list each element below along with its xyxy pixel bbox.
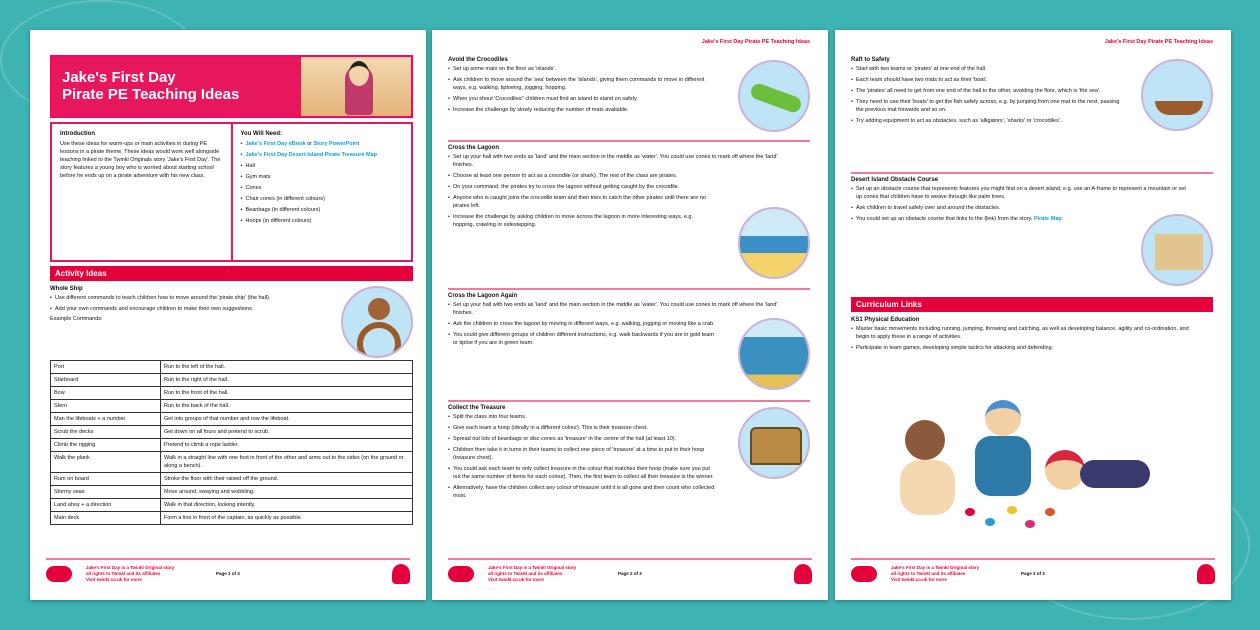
bullet: • Ask children to travel safely over and around the obstacles. <box>851 204 1191 212</box>
section-heading: KS1 Physical Education <box>851 317 920 323</box>
footer-line: Jake's First Day is a Twinkl Original story <box>488 565 577 570</box>
child-icon <box>368 298 390 320</box>
section-heading: Cross the Lagoon <box>448 145 500 151</box>
table-row <box>51 473 413 486</box>
resources <box>231 124 412 260</box>
ebook-link[interactable]: Jake's First Day eBook <box>245 141 306 147</box>
table-row <box>51 452 413 473</box>
action-cell: Stroke the floor with their raised off the ground. <box>161 473 413 486</box>
section-heading: Avoid the Crocodiles <box>448 57 508 63</box>
bullet: • Set up your hall with two ends as 'land' and the main section in the middle as 'water'. You could use cones to mark off where the 'land' finishes. <box>448 153 788 169</box>
document-page-1 <box>30 30 426 600</box>
command-cell: Scrub the decks <box>51 426 161 439</box>
activity-ideas-bar: Activity Ideas <box>50 266 413 281</box>
bullet: • Anyone who is caught joins the crocodile team and then tries to catch the other pirates until there are no pirates left. <box>448 194 713 210</box>
command-cell: Man the lifeboats + a number <box>51 413 161 426</box>
command-cell: Bow <box>51 387 161 400</box>
curriculum-links-bar: Curriculum Links <box>851 297 1213 312</box>
table-row <box>51 413 413 426</box>
table-row <box>51 439 413 452</box>
table-row <box>51 387 413 400</box>
page-footer <box>851 558 1215 590</box>
twinkl-logo <box>448 566 474 582</box>
bullet: • Give each team a hoop (ideally in a different colour). This is their treasure chest. <box>448 424 718 432</box>
action-cell: Walk in a straight line with one foot in front of the other and arms out to the sides (on the ground or along a bench). <box>161 452 413 473</box>
bullet: • Increase the challenge by slowly reducing the number of mats available. <box>448 106 718 114</box>
bullet: • Children then take it in turns in their teams to collect one piece of 'treasure' at a time to put in their hoop (treasure chest). <box>448 446 718 462</box>
command-cell: Main deck <box>51 512 161 525</box>
document-page-2 <box>432 30 828 600</box>
bullet: • Use different commands to teach children how to move around the 'pirate ship' (the hall). <box>50 294 320 302</box>
wheel-icon <box>357 322 401 358</box>
command-cell: Port <box>51 361 161 374</box>
example-label: Example Commands: <box>50 316 103 322</box>
section-heading: Collect the Treasure <box>448 405 506 411</box>
treasure-map-link[interactable]: Jake's First Day Desert Island Pirate Treasure Map <box>245 152 378 158</box>
treasure-map-illustration <box>1141 214 1213 286</box>
bullet: • Set up an obstacle course that represents features you might find on a desert island, e.g. use an A-frame to represent a mountain or set up cones that children have to weave through like palm trees. <box>851 185 1191 201</box>
resource-item <box>241 151 404 159</box>
cross-lagoon-section <box>448 145 810 232</box>
bullet: • Alternatively, have the children collect any colour of treasure until it is all gone and then count who collected most. <box>448 484 718 500</box>
obstacle-course-section <box>851 177 1213 226</box>
ship-wheel-illustration <box>341 286 413 358</box>
twinkl-originals-logo <box>794 564 812 584</box>
bullet: • Start with two teams or 'pirates' at one end of the hall. <box>851 65 1121 73</box>
action-cell: Run to the back of the hall. <box>161 400 413 413</box>
child-icon <box>985 400 1021 436</box>
bullet: • They need to use their 'boats' to get the fish safely across, e.g. by jumping from one mat to the next, passing the previous mat forwards and so on. <box>851 98 1121 114</box>
bullet: • On your command, the pirates try to cross the lagoon without getting caught by the crocodile. <box>448 183 788 191</box>
command-cell: Rum on board <box>51 473 161 486</box>
page-number: Page 2 of 3 <box>618 571 642 576</box>
action-cell: Move around, swaying and wobbling. <box>161 486 413 499</box>
pirate-map-link[interactable]: Pirate Map <box>1033 216 1062 222</box>
bullet: • Set up your hall with two ends as 'land' and the main section in the middle as 'water'. You could use cones to mark off where the 'land' finishes. <box>448 301 788 317</box>
action-cell: Get into groups of that number and row the lifeboat. <box>161 413 413 426</box>
introduction <box>52 124 231 260</box>
action-cell: Pretend to climb a rope ladder. <box>161 439 413 452</box>
resource-item: • Beanbags (in different colours) <box>241 206 404 214</box>
crocodile-illustration <box>738 60 810 132</box>
bullet: • Spread out lots of beanbags or disc cones as 'treasure' in the centre of the hall (at least 10). <box>448 435 718 443</box>
bullet: • Master basic movements including running, jumping, throwing and catching, as well as developing balance, agility and co-ordination, and begin to apply these in a range of activities. <box>851 325 1191 341</box>
bullet: • You could give different groups of children different instructions, e.g. walk backwards if you are in gold team or tiptoe if you are in green team. <box>448 331 718 347</box>
pirate-children-illustration <box>895 400 1155 550</box>
table-row <box>51 512 413 525</box>
resource-item: • Gym mats <box>241 173 404 181</box>
twinkl-originals-logo <box>1197 564 1215 584</box>
page-footer <box>46 558 410 590</box>
sea-illustration <box>738 318 810 390</box>
intro-text: Use these ideas for warm-ups or main activities in during PE lessons in a pirate theme. These ideas would work well alongside teaching linked to the Twinkl Originals story 'Jake's First Day'. The story features a young boy who is worried about starting school before he ends up on a pirate adventure with his new class. <box>60 141 221 179</box>
action-cell: Get down on all fours and pretend to scrub. <box>161 426 413 439</box>
table-row <box>51 499 413 512</box>
bullet: • Ask the children to cross the lagoon by moving in different ways, e.g. walking, jogging or moving like a crab. <box>448 320 718 328</box>
table-row <box>51 361 413 374</box>
divider <box>448 140 810 142</box>
gem-icon <box>1007 506 1017 514</box>
bullet: • Increase the challenge by asking children to move across the lagoon in more interesting ways, e.g. hopping, crawling or sidestepping. <box>448 213 713 229</box>
twinkl-logo <box>46 566 72 582</box>
gem-icon <box>965 508 975 516</box>
footer-text <box>891 565 979 583</box>
bullet: • Each team should have two mats to act as their 'boat'. <box>851 76 1121 84</box>
lagoon-illustration <box>738 207 810 279</box>
table-row <box>51 400 413 413</box>
curriculum-section <box>851 317 1213 355</box>
document-page-3 <box>835 30 1231 600</box>
bullet: • Try adding equipment to act as obstacles, such as 'alligators', 'sharks' or 'crocodiles'. <box>851 117 1191 125</box>
command-cell: Stormy seas <box>51 486 161 499</box>
action-cell: Run to the left of the hall. <box>161 361 413 374</box>
twinkl-originals-logo <box>392 564 410 584</box>
twinkl-logo <box>851 566 877 582</box>
bullet: • When you shout 'Crocodiles!' children must find an island to stand on safely. <box>448 95 718 103</box>
table-row <box>51 374 413 387</box>
divider <box>448 400 810 402</box>
bullet <box>851 215 1116 223</box>
resource-item: • Chair cones (in different colours) <box>241 195 404 203</box>
child-icon <box>1045 450 1085 490</box>
gem-icon <box>985 518 995 526</box>
footer-line: Jake's First Day is a Twinkl Original story <box>86 565 175 570</box>
footer-line: Jake's First Day is a Twinkl Original story <box>891 565 980 570</box>
child-icon <box>905 420 945 460</box>
bullet: • Participate in team games, developing simple tactics for attacking and defending. <box>851 344 1191 352</box>
pirate-icon <box>345 65 373 115</box>
treasure-chest-illustration <box>738 407 810 479</box>
footer-text <box>488 565 576 583</box>
footer-line: all rights to Twinkl and its affiliates <box>86 571 161 576</box>
title-line: Jake's First Day <box>62 69 176 86</box>
resource-item: • Hall <box>241 162 404 170</box>
command-cell: Walk the plank <box>51 452 161 473</box>
footer-line: Visit twinkl.co.uk for more <box>891 577 947 582</box>
action-cell: Walk in that direction, looking intently. <box>161 499 413 512</box>
raft-to-safety-section <box>851 57 1213 128</box>
avoid-crocodiles-section <box>448 57 810 117</box>
divider <box>851 172 1213 174</box>
child-icon <box>900 460 955 515</box>
crocodile-icon <box>749 82 803 115</box>
action-cell: Run to the right of the hall. <box>161 374 413 387</box>
action-cell: Run to the front of the hall. <box>161 387 413 400</box>
section-heading: Whole Ship <box>50 286 83 292</box>
child-icon <box>1080 460 1150 488</box>
running-header: Jake's First Day Pirate PE Teaching Ideas <box>1104 39 1213 45</box>
section-heading: Cross the Lagoon Again <box>448 293 518 299</box>
section-heading: Desert Island Obstacle Course <box>851 177 939 183</box>
joiner: or <box>307 141 312 147</box>
bullet: • The 'pirates' all need to get from one end of the hall to the other, avoiding the floor, which is 'the sea'. <box>851 87 1121 95</box>
resource-item <box>241 140 404 148</box>
table-row <box>51 486 413 499</box>
footer-line: Visit twinkl.co.uk for more <box>488 577 544 582</box>
intro-box <box>50 122 413 262</box>
resource-item: • Cones <box>241 184 404 192</box>
footer-text <box>86 565 174 583</box>
bullet: • Add your own commands and encourage children to make their own suggestions. <box>50 305 320 313</box>
bullet: • Split the class into four teams. <box>448 413 718 421</box>
document-title <box>62 69 239 103</box>
footer-line: Visit twinkl.co.uk for more <box>86 577 142 582</box>
command-cell: Climb the rigging <box>51 439 161 452</box>
pirate-boat-illustration <box>1141 59 1213 131</box>
powerpoint-link[interactable]: Story PowerPoint <box>313 141 360 147</box>
page-footer <box>448 558 812 590</box>
treasure-chest-icon <box>750 427 802 465</box>
title-banner <box>50 55 413 118</box>
map-icon <box>1155 234 1203 270</box>
action-cell: Form a line in front of the captain, as quickly as possible. <box>161 512 413 525</box>
child-icon <box>975 436 1031 496</box>
gem-icon <box>1045 508 1055 516</box>
command-cell: Starboard <box>51 374 161 387</box>
commands-table <box>50 360 413 525</box>
bullet: • Choose at least one person to act as a crocodile (or shark). The rest of the class are pirates. <box>448 172 788 180</box>
footer-line: all rights to Twinkl and its affiliates <box>891 571 966 576</box>
command-cell: Stern <box>51 400 161 413</box>
bullet: • Set up some mats on the floor as 'islands'. <box>448 65 718 73</box>
whole-ship-section <box>50 286 413 324</box>
footer-line: all rights to Twinkl and its affiliates <box>488 571 563 576</box>
bullet: • You could ask each team to only collect treasure in the colour that matches their hoop (make sure you put out the same number of items for each colour). Then, the first team to collect all their treasure is the winner. <box>448 465 718 481</box>
running-header: Jake's First Day Pirate PE Teaching Ideas <box>701 39 810 45</box>
pirate-girl-illustration <box>301 57 411 116</box>
page-number: Page 1 of 3 <box>216 571 240 576</box>
gem-icon <box>1025 520 1035 528</box>
resources-heading: You Will Need: <box>240 131 283 137</box>
collect-treasure-section <box>448 405 810 503</box>
section-heading: Raft to Safety <box>851 57 890 63</box>
boat-icon <box>1155 101 1203 115</box>
intro-heading: Introduction <box>60 131 95 137</box>
resource-item: • Hoops (in different colours) <box>241 217 404 225</box>
title-line: Pirate PE Teaching Ideas <box>62 86 240 103</box>
bullet: • Ask children to move around the 'sea' between the 'islands', giving them commands to move in different ways, e.g. walking, tiptoeing, jogging, hopping. <box>448 76 718 92</box>
page-number: Page 3 of 3 <box>1021 571 1045 576</box>
command-cell: Land ahoy + a direction <box>51 499 161 512</box>
bullet-text: You could set up an obstacle course that links to the {link} from the story. <box>856 216 1033 222</box>
divider <box>448 288 810 290</box>
cross-lagoon-again-section <box>448 293 810 350</box>
table-row <box>51 426 413 439</box>
